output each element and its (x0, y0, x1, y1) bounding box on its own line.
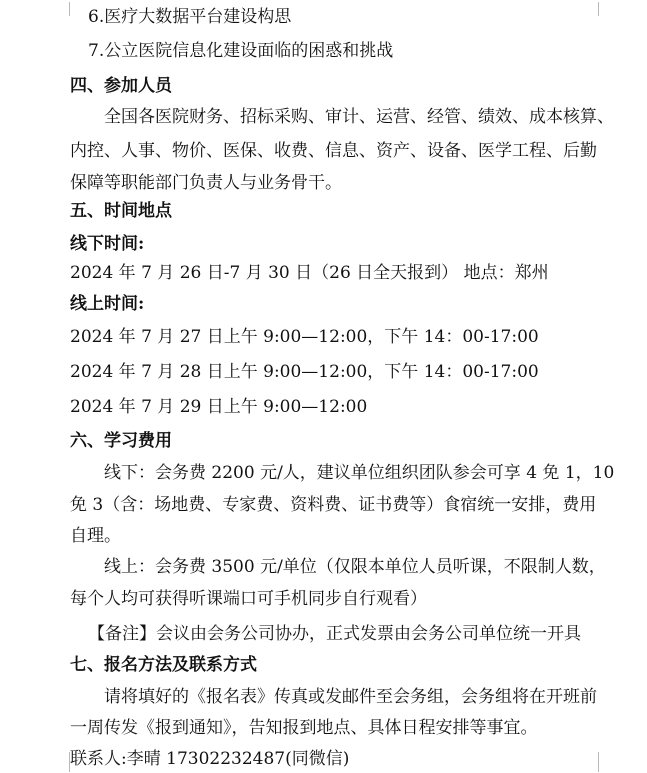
paragraph-line: 2024 年 7 月 29 日上午 9:00—12:00 (70, 397, 368, 417)
subheading: 线下时间: (70, 234, 145, 254)
paragraph-line: 线上：会务费 3500 元/单位（仅限本单位人员听课，不限制人数， (104, 557, 606, 577)
list-item: 7.公立医院信息化建设面临的困惑和挑战 (88, 41, 394, 61)
paragraph-line: 请将填好的《报名表》传真或发邮件至会务组，会务组将在开班前 (104, 687, 597, 707)
section-heading: 七、报名方法及联系方式 (70, 655, 257, 675)
page-margin-mark (598, 2, 613, 16)
subheading: 线上时间: (70, 294, 145, 314)
paragraph-line: 2024 年 7 月 26 日-7 月 30 日（26 日全天报到） 地点：郑州 (70, 263, 549, 283)
paragraph-line: 一周传发《报到通知》，告知报到地点、具体日程安排等事宜。 (70, 718, 538, 738)
page-margin-mark (55, 752, 70, 772)
section-heading: 四、参加人员 (70, 76, 172, 96)
paragraph-line: 2024 年 7 月 27 日上午 9:00—12:00，下午 14：00-17:00 (70, 327, 539, 347)
paragraph-line: 免 3（含：场地费、专家费、资料费、证书费等）食宿统一安排，费用 (70, 495, 597, 515)
paragraph-line: 2024 年 7 月 28 日上午 9:00—12:00，下午 14：00-17:00 (70, 362, 539, 382)
note-line: 【备注】会议由会务公司协办，正式发票由会务公司单位统一开具 (88, 624, 581, 644)
page-margin-mark (598, 752, 613, 772)
paragraph-line: 线下：会务费 2200 元/人，建议单位组织团队参会可享 4 免 1，10 (104, 463, 615, 483)
contact-line: 联系人:李晴 17302232487(同微信) (70, 749, 350, 769)
paragraph-line: 内控、人事、物价、医保、收费、信息、资产、设备、医学工程、后勤 (70, 141, 597, 161)
section-heading: 五、时间地点 (70, 201, 172, 221)
paragraph-line: 每个人均可获得听课端口可手机同步自行观看） (70, 589, 427, 609)
paragraph-line: 全国各医院财务、招标采购、审计、运营、经管、绩效、成本核算、 (104, 107, 614, 127)
section-heading: 六、学习费用 (70, 431, 172, 451)
list-item: 6.医疗大数据平台建设构思 (88, 7, 292, 27)
paragraph-line: 保障等职能部门负责人与业务骨干。 (70, 173, 342, 193)
page-margin-mark (55, 2, 70, 16)
paragraph-line: 自理。 (70, 526, 121, 546)
